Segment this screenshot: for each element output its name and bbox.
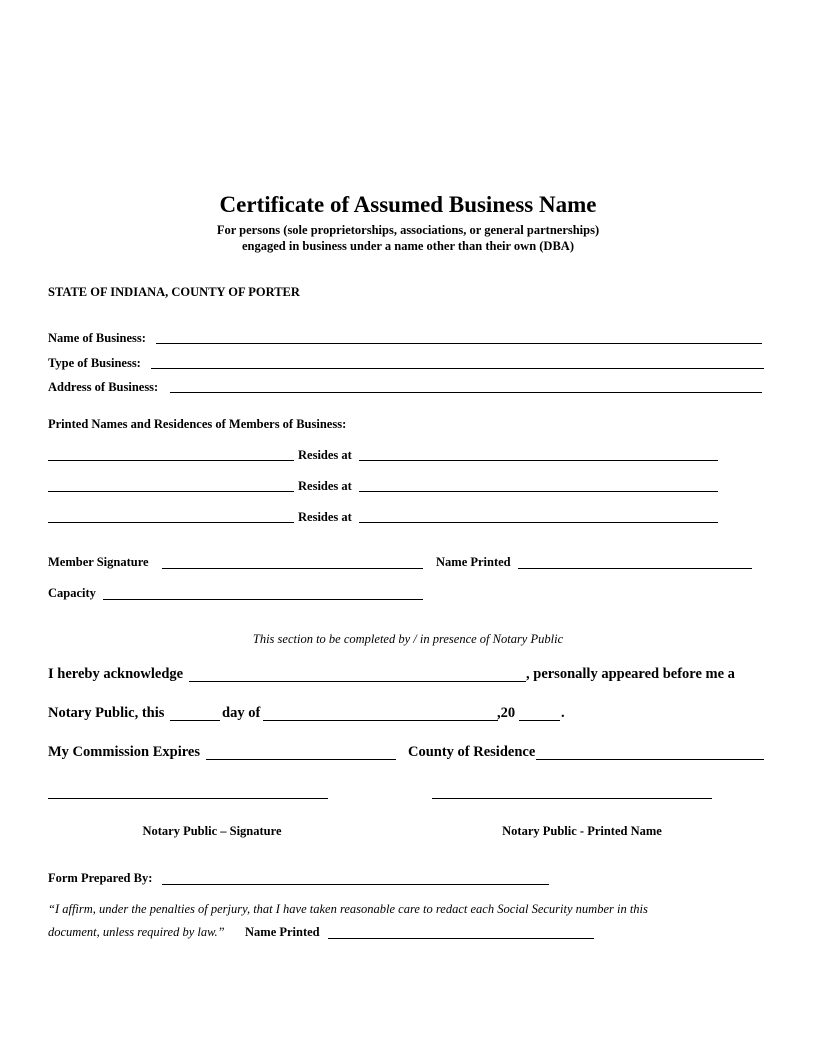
member-signature-field[interactable] [162, 568, 423, 569]
form-prepared-by-field[interactable] [162, 884, 549, 885]
notary-this-label: Notary Public, this [48, 705, 165, 721]
capacity-field[interactable] [103, 599, 423, 600]
subtitle-line-1: For persons (sole proprietorships, associations, or general partnerships) [216, 223, 600, 237]
acknowledge-field[interactable] [189, 681, 526, 682]
business-address-label: Address of Business: [48, 380, 159, 394]
notary-printed-name-caption: Notary Public - Printed Name [502, 824, 662, 838]
resides-at-label-2: Resides at [298, 479, 352, 493]
affirmation-name-printed-label: Name Printed [245, 925, 320, 939]
member-name-field-2[interactable] [48, 491, 294, 492]
members-heading: Printed Names and Residences of Members of Business: [48, 417, 347, 431]
member-name-field-3[interactable] [48, 522, 294, 523]
year-prefix: ,20 [497, 705, 516, 721]
commission-expires-field[interactable] [206, 759, 396, 760]
day-of-label: day of [222, 705, 261, 721]
notary-signature-field[interactable] [48, 798, 328, 799]
notary-section-note: This section to be completed by / in presence of Notary Public [252, 632, 564, 646]
form-prepared-by-label: Form Prepared By: [48, 871, 153, 885]
member-signature-label: Member Signature [48, 555, 149, 569]
commission-expires-label: My Commission Expires [48, 744, 200, 760]
document-title: Certificate of Assumed Business Name [219, 192, 597, 217]
capacity-label: Capacity [48, 586, 96, 600]
member-residence-field-1[interactable] [359, 460, 718, 461]
year-field[interactable] [519, 720, 560, 721]
member-residence-field-2[interactable] [359, 491, 718, 492]
member-residence-field-3[interactable] [359, 522, 718, 523]
resides-at-label-1: Resides at [298, 448, 352, 462]
month-field[interactable] [263, 720, 498, 721]
business-address-field[interactable] [170, 392, 762, 393]
member-name-field-1[interactable] [48, 460, 294, 461]
county-of-residence-field[interactable] [536, 759, 764, 760]
appeared-text: , personally appeared before me a [526, 666, 735, 682]
county-of-residence-label: County of Residence [408, 744, 536, 760]
business-type-field[interactable] [151, 368, 764, 369]
notary-printed-name-field[interactable] [432, 798, 712, 799]
name-printed-label: Name Printed [436, 555, 511, 569]
resides-at-label-3: Resides at [298, 510, 352, 524]
business-name-field[interactable] [156, 343, 762, 344]
acknowledge-label: I hereby acknowledge [48, 666, 184, 682]
notary-signature-caption: Notary Public – Signature [142, 824, 282, 838]
date-period: . [561, 705, 565, 721]
affirmation-line-2: document, unless required by law.” [48, 925, 225, 939]
state-county-heading: STATE OF INDIANA, COUNTY OF PORTER [48, 285, 300, 299]
affirmation-name-printed-field[interactable] [328, 938, 594, 939]
name-printed-field[interactable] [518, 568, 752, 569]
business-type-label: Type of Business: [48, 356, 141, 370]
subtitle-line-2: engaged in business under a name other than their own (DBA) [242, 239, 574, 253]
business-name-label: Name of Business: [48, 331, 146, 345]
day-field[interactable] [170, 720, 220, 721]
affirmation-line-1: “I affirm, under the penalties of perjury, that I have taken reasonable care to redact each Social Security number in this [48, 902, 648, 916]
